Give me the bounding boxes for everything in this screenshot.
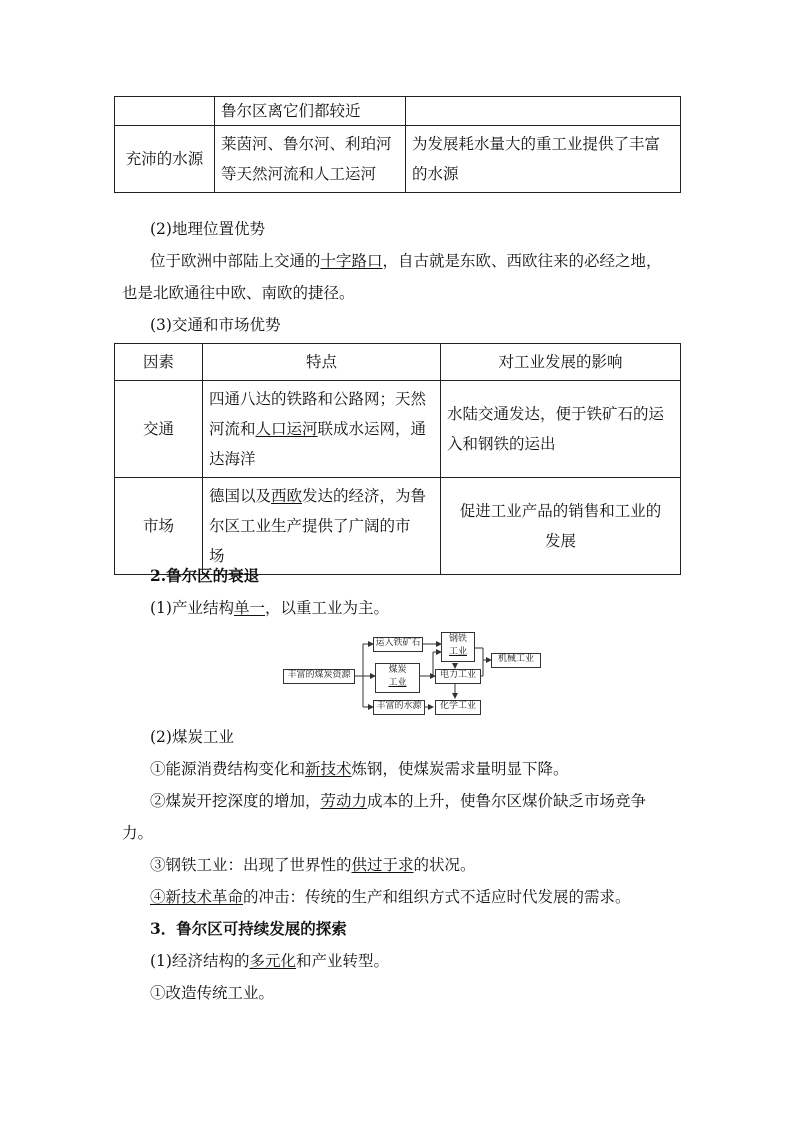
transport-market-table (114, 343, 681, 575)
steel-industry-box: 钢铁 工业 (441, 632, 475, 662)
power-industry-box: 电力工业 (435, 669, 481, 684)
table-cell: 水陆交通发达，便于铁矿石的运 入和钢铁的运出 (441, 381, 681, 478)
section-heading: (2)煤炭工业 (150, 728, 234, 746)
list-item: ④新技术革命的冲击：传统的生产和组织方式不适应时代发展的需求。 (150, 888, 631, 906)
table-header-row (115, 344, 681, 381)
table-row (115, 97, 681, 126)
machinery-industry-box: 机械工业 (491, 653, 541, 668)
list-item: ③钢铁工业：出现了世界性的供过于求的状况。 (150, 856, 476, 874)
paragraph: 也是北欧通往中欧、南欧的捷径。 (122, 284, 355, 302)
table-row (115, 381, 681, 478)
table-cell: 莱茵河、鲁尔河、利珀河 等天然河流和人工运河 (215, 126, 406, 193)
list-item: ②煤炭开挖深度的增加，劳动力成本的上升，使鲁尔区煤价缺乏市场竞争 (150, 792, 647, 810)
paragraph: 位于欧洲中部陆上交通的十字路口，自古就是东欧、西欧往来的必经之地， (150, 252, 662, 270)
chemical-industry-box: 化学工业 (435, 700, 481, 715)
table-cell: 交通 (115, 381, 203, 478)
coal-resource-box: 丰富的煤炭资源 (283, 669, 355, 684)
paragraph: ①改造传统工业。 (150, 984, 275, 1002)
iron-ore-box: 运入铁矿石 (373, 637, 423, 652)
table-cell (406, 97, 681, 126)
table-cell: 德国以及西欧发达的经济，为鲁 尔区工业生产提供了广阔的市 场 (203, 478, 441, 575)
table-header: 特点 (203, 344, 441, 381)
table-cell: 充沛的水源 (115, 126, 215, 193)
section-heading: 3．鲁尔区可持续发展的探索 (150, 919, 347, 938)
table-cell: 鲁尔区离它们都较近 (215, 97, 406, 126)
table-cell: 四通八达的铁路和公路网；天然 河流和人口运河联成水运网，通 达海洋 (203, 381, 441, 478)
industry-flow-diagram (283, 630, 543, 716)
table-cell: 为发展耗水量大的重工业提供了丰富 的水源 (406, 126, 681, 193)
paragraph: (1)产业结构单一，以重工业为主。 (150, 599, 389, 617)
table-row (115, 126, 681, 193)
water-resource-box: 丰富的水源 (373, 700, 425, 715)
paragraph: (1)经济结构的多元化和产业转型。 (150, 952, 389, 970)
table-cell (115, 97, 215, 126)
section-heading: (2)地理位置优势 (150, 220, 265, 238)
resource-table-continued (114, 96, 681, 193)
coal-industry-box: 煤炭 工业 (375, 663, 420, 693)
list-item-continued: 力。 (122, 824, 154, 842)
table-cell: 促进工业产品的销售和工业的 发展 (441, 478, 681, 575)
list-item: ①能源消费结构变化和新技术炼钢，使煤炭需求量明显下降。 (150, 760, 569, 778)
table-header: 因素 (115, 344, 203, 381)
section-heading: 2.鲁尔区的衰退 (150, 566, 260, 585)
table-header: 对工业发展的影响 (441, 344, 681, 381)
section-heading: (3)交通和市场优势 (150, 316, 281, 334)
table-cell: 市场 (115, 478, 203, 575)
